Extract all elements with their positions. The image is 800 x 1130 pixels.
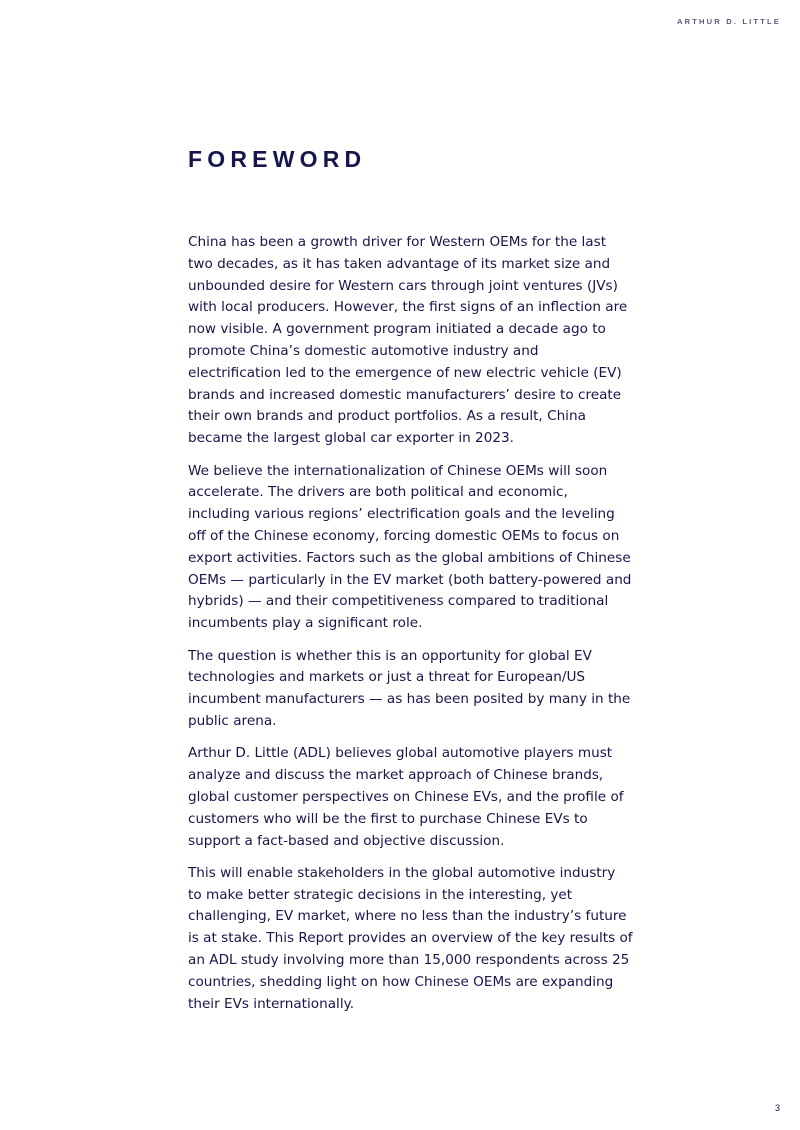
foreword-body [188, 232, 633, 1026]
paragraph-3: The question is whether this is an opportunity for global EV technologies and markets or just a threat for European/US incumbent manufacturers — as has been posited by many in the public arena. [188, 647, 631, 729]
paragraph-5: This will enable stakeholders in the global automotive industry to make better strategic decisions in the interesting, yet challenging, EV market, where no less than the industry’s future is at stake. This Report provides an overview of the key results of an ADL study involving more than 15,000 respondents across 25 countries, shedding light on how Chinese OEMs are expanding their EVs internationally. [188, 864, 633, 1012]
paragraph-2: We believe the internationalization of Chinese OEMs will soon accelerate. The drivers are both political and economic, including various regions’ electrification goals and the leveling off of the Chinese economy, forcing domestic OEMs to focus on export activities. Factors such as the global ambitions of Chinese OEMs — particularly in the EV market (both battery-powered and hybrids) — and their competitiveness compared to traditional incumbents play a significant role. [188, 462, 632, 632]
paragraph-4: Arthur D. Little (ADL) believes global automotive players must analyze and discuss the market approach of Chinese brands, global customer perspectives on Chinese EVs, and the profile of customers who will be the first to purchase Chinese EVs to support a fact-based and objective discussion. [188, 745, 624, 849]
page-number: 3 [774, 1103, 780, 1113]
paragraph-1: China has been a growth driver for Western OEMs for the last two decades, as it has taken advantage of its market size and unbounded desire for Western cars through joint ventures (JVs) with local producers. However, the first signs of an inflection are now visible. A government program initiated a decade ago to promote China’s domestic automotive industry and electrification led to the emergence of new electric vehicle (EV) brands and increased domestic manufacturers’ desire to create their own brands and product portfolios. As a result, China became the largest global car exporter in 2023. [188, 234, 628, 447]
header-brand: ARTHUR D. LITTLE [677, 17, 781, 26]
page-title: FOREWORD [188, 146, 367, 172]
